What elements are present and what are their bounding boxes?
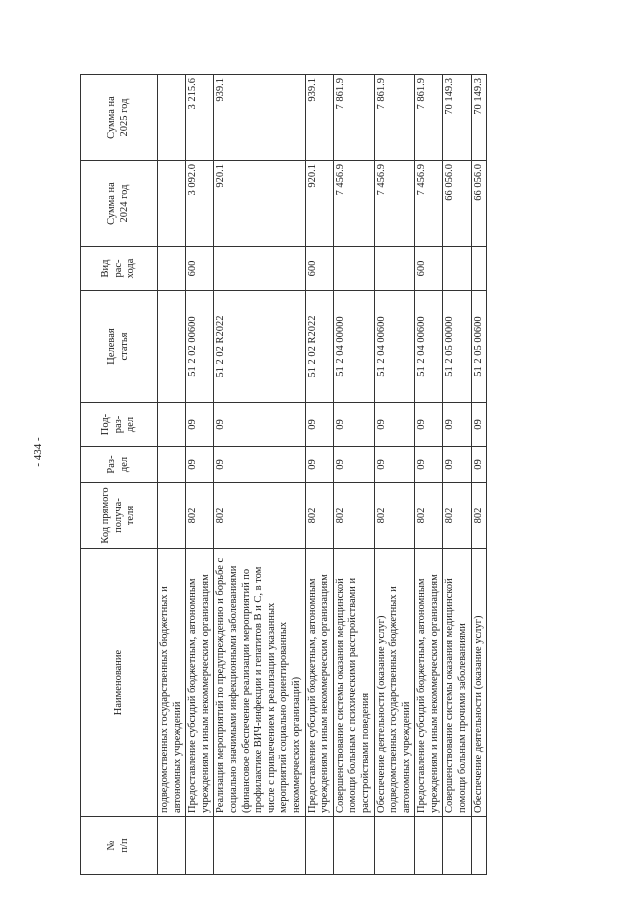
row-section: 09 bbox=[443, 447, 471, 483]
row-sum-2024: 7 456.9 bbox=[374, 161, 415, 247]
row-name: Реализация мероприятий по предупреждению и борьбе с социально значимыми инфекционными заболеваниями (финансовое обеспечение реализации мероприятий по профилактике ВИЧ-инфекции и гепатитов В и С, в том числе с привлечением к реализации указанных мероприятий социально ориентированных некоммерческих организаций) bbox=[214, 549, 305, 817]
row-target-article: 51 2 05 00600 bbox=[471, 291, 487, 403]
row-recipient-code: 802 bbox=[186, 483, 214, 549]
row-name: Обеспечение деятельности (оказание услуг) bbox=[471, 549, 487, 817]
row-subsection: 09 bbox=[305, 403, 333, 447]
header-sum-2024: Сумма на 2024 год bbox=[81, 161, 158, 247]
table-body bbox=[158, 75, 487, 875]
row-expense-type: 600 bbox=[415, 247, 443, 291]
row-expense-type: 600 bbox=[305, 247, 333, 291]
row-sum-2025: 7 861.9 bbox=[415, 75, 443, 161]
table-row bbox=[186, 75, 214, 875]
table-row bbox=[415, 75, 443, 875]
row-name: Предоставление субсидий бюджетным, автономным учреждениям и иным некоммерческим организациям bbox=[415, 549, 443, 817]
row-target-article: 51 2 02 R2022 bbox=[214, 291, 305, 403]
row-section bbox=[158, 447, 186, 483]
row-section: 09 bbox=[214, 447, 305, 483]
row-recipient-code: 802 bbox=[443, 483, 471, 549]
row-target-article: 51 2 05 00000 bbox=[443, 291, 471, 403]
row-subsection: 09 bbox=[415, 403, 443, 447]
row-subsection: 09 bbox=[443, 403, 471, 447]
row-subsection: 09 bbox=[471, 403, 487, 447]
row-target-article: 51 2 02 00600 bbox=[186, 291, 214, 403]
budget-table-container bbox=[80, 75, 577, 875]
row-expense-type bbox=[158, 247, 186, 291]
row-num bbox=[305, 817, 333, 875]
row-subsection: 09 bbox=[333, 403, 374, 447]
row-target-article bbox=[158, 291, 186, 403]
row-section: 09 bbox=[374, 447, 415, 483]
table-row bbox=[374, 75, 415, 875]
header-name: Наименование bbox=[81, 549, 158, 817]
row-section: 09 bbox=[186, 447, 214, 483]
row-expense-type bbox=[471, 247, 487, 291]
budget-table bbox=[80, 74, 487, 875]
row-num bbox=[471, 817, 487, 875]
row-name: Обеспечение деятельности (оказание услуг) подведомственных государственных бюджетных и автономных учреждений bbox=[374, 549, 415, 817]
row-sum-2025: 70 149.3 bbox=[471, 75, 487, 161]
row-expense-type bbox=[443, 247, 471, 291]
row-name: Предоставление субсидий бюджетным, автономным учреждениям и иным некоммерческим организациям bbox=[186, 549, 214, 817]
table-row bbox=[471, 75, 487, 875]
table-row bbox=[333, 75, 374, 875]
row-target-article: 51 2 04 00000 bbox=[333, 291, 374, 403]
header-sum-2025: Сумма на 2025 год bbox=[81, 75, 158, 161]
row-sum-2025: 7 861.9 bbox=[374, 75, 415, 161]
row-sum-2025: 939.1 bbox=[214, 75, 305, 161]
row-sum-2024: 920.1 bbox=[214, 161, 305, 247]
row-section: 09 bbox=[305, 447, 333, 483]
page-number: - 434 - bbox=[32, 437, 44, 467]
row-num bbox=[415, 817, 443, 875]
row-sum-2024: 7 456.9 bbox=[415, 161, 443, 247]
row-sum-2024: 920.1 bbox=[305, 161, 333, 247]
header-num: № п/п bbox=[81, 817, 158, 875]
row-section: 09 bbox=[415, 447, 443, 483]
row-sum-2025 bbox=[158, 75, 186, 161]
table-row bbox=[214, 75, 305, 875]
table-row bbox=[305, 75, 333, 875]
row-section: 09 bbox=[333, 447, 374, 483]
row-section: 09 bbox=[471, 447, 487, 483]
row-target-article: 51 2 04 00600 bbox=[374, 291, 415, 403]
header-recipient: Код прямого получа- теля bbox=[81, 483, 158, 549]
row-subsection: 09 bbox=[374, 403, 415, 447]
row-sum-2024 bbox=[158, 161, 186, 247]
row-recipient-code: 802 bbox=[214, 483, 305, 549]
row-expense-type bbox=[214, 247, 305, 291]
header-target: Целевая статья bbox=[81, 291, 158, 403]
row-num bbox=[374, 817, 415, 875]
row-target-article: 51 2 04 00600 bbox=[415, 291, 443, 403]
row-sum-2024: 66 056.0 bbox=[443, 161, 471, 247]
row-sum-2025: 939.1 bbox=[305, 75, 333, 161]
row-name: Совершенствование системы оказания медицинской помощи больным прочими заболеваниями bbox=[443, 549, 471, 817]
row-target-article: 51 2 02 R2022 bbox=[305, 291, 333, 403]
row-recipient-code bbox=[158, 483, 186, 549]
row-name: подведомственных государственных бюджетных и автономных учреждений bbox=[158, 549, 186, 817]
table-row bbox=[443, 75, 471, 875]
row-name: Предоставление субсидий бюджетным, автономным учреждениям и иным некоммерческим организациям bbox=[305, 549, 333, 817]
row-num bbox=[333, 817, 374, 875]
row-subsection: 09 bbox=[214, 403, 305, 447]
header-row bbox=[81, 75, 158, 875]
row-subsection bbox=[158, 403, 186, 447]
row-sum-2024: 3 092.0 bbox=[186, 161, 214, 247]
header-subsection: Под- раз- дел bbox=[81, 403, 158, 447]
row-num bbox=[186, 817, 214, 875]
row-sum-2024: 66 056.0 bbox=[471, 161, 487, 247]
row-expense-type bbox=[333, 247, 374, 291]
row-num bbox=[214, 817, 305, 875]
row-recipient-code: 802 bbox=[415, 483, 443, 549]
row-sum-2025: 7 861.9 bbox=[333, 75, 374, 161]
row-name: Совершенствование системы оказания медицинской помощи больным с психическими расстройствами и расстройствами поведения bbox=[333, 549, 374, 817]
header-expense: Вид рас- хода bbox=[81, 247, 158, 291]
row-num bbox=[158, 817, 186, 875]
row-expense-type bbox=[374, 247, 415, 291]
row-sum-2025: 3 215.6 bbox=[186, 75, 214, 161]
row-recipient-code: 802 bbox=[333, 483, 374, 549]
row-recipient-code: 802 bbox=[305, 483, 333, 549]
row-sum-2025: 70 149.3 bbox=[443, 75, 471, 161]
row-num bbox=[443, 817, 471, 875]
row-recipient-code: 802 bbox=[374, 483, 415, 549]
row-expense-type: 600 bbox=[186, 247, 214, 291]
header-section: Раз- дел bbox=[81, 447, 158, 483]
table-row bbox=[158, 75, 186, 875]
row-subsection: 09 bbox=[186, 403, 214, 447]
row-recipient-code: 802 bbox=[471, 483, 487, 549]
row-sum-2024: 7 456.9 bbox=[333, 161, 374, 247]
